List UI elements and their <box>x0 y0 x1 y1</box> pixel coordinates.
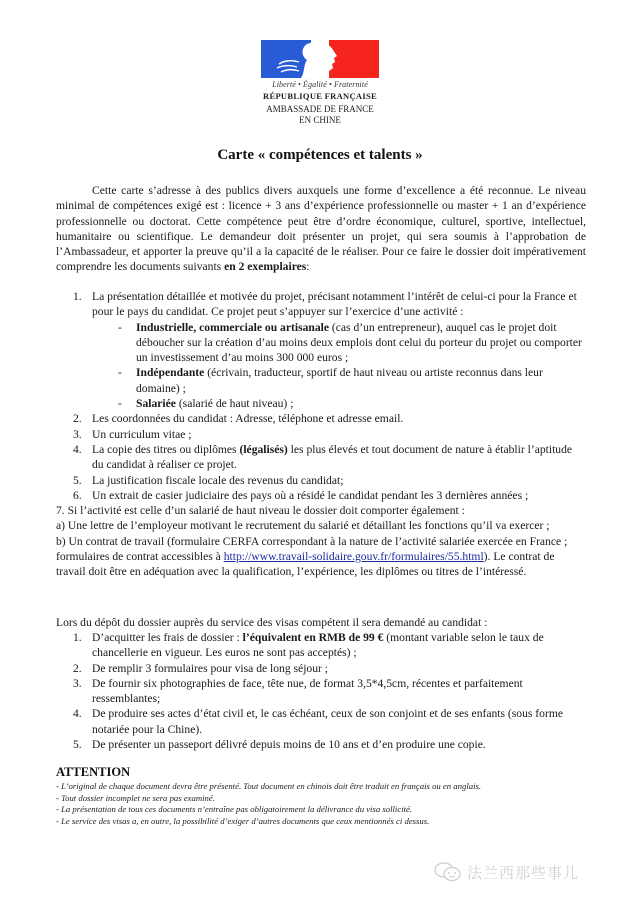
list-number: 6. <box>73 488 82 502</box>
watermark-text: 法兰西那些事儿 <box>467 863 580 882</box>
list-item-7b <box>56 534 586 580</box>
list-item-1 <box>56 289 586 320</box>
list-number: 2. <box>73 661 82 675</box>
dash-bullet: - <box>118 366 122 380</box>
dash-bullet: - <box>118 397 122 411</box>
list-item-text: De remplir 3 formulaires pour visa de long séjour ; <box>92 661 329 675</box>
attention-note: - L’original de chaque document devra être présenté. Tout document en chinois doit être traduit en français ou en anglais. <box>56 781 482 791</box>
marianne-profile-icon <box>261 40 379 78</box>
travail-solidaire-link[interactable]: http://www.travail-solidaire.gouv.fr/formulaires/55.html <box>223 550 484 564</box>
deposit-item-1 <box>56 630 586 661</box>
attention-note: - Le service des visas a, en outre, la possibilité d’exiger d’autres documents que ceux mentionnés ci dessus. <box>56 816 430 827</box>
list-item-4 <box>56 442 586 473</box>
deposit-item-3 <box>56 676 586 707</box>
deposit-requirements-list <box>56 630 586 752</box>
marianne-logo <box>261 40 379 78</box>
list-item-3 <box>56 427 586 442</box>
list-number: 5. <box>73 473 82 487</box>
deposit-item-4 <box>56 706 586 737</box>
republic-motto: Liberté • Égalité • Fraternité <box>272 80 368 89</box>
list-number: 5. <box>73 738 82 752</box>
sub-item-bold: Indépendante <box>136 366 205 380</box>
list-item-text: b) Un contrat de travail (formulaire CERFA correspondant à la nature de l’activité salariée exercée en France ; formulaires de contrat accessibles à <box>56 534 568 564</box>
list-item-6 <box>56 488 586 503</box>
list-item-text: De produire ses actes d’état civil et, le cas échéant, ceux de son conjoint et de ses enfants (sous forme notariée pour la Chine). <box>92 707 563 736</box>
wechat-icon <box>433 861 463 883</box>
sub-item-industrielle <box>56 320 586 366</box>
sub-item-text: (salarié de haut niveau) ; <box>175 397 294 411</box>
list-number: 4. <box>73 707 82 721</box>
deposit-item-2 <box>56 661 586 676</box>
deposit-item-5 <box>56 737 586 752</box>
list-item-text: La justification fiscale locale des revenus du candidat; <box>92 473 344 487</box>
attention-note: - La présentation de tous ces documents n’entraîne pas obligatoirement la délivrance du visa sollicité. <box>56 804 413 815</box>
embassy-line-2: EN CHINE <box>299 115 341 125</box>
fee-amount: l’équivalent en RMB de 99 € <box>242 631 384 644</box>
sub-item-independante <box>56 365 586 396</box>
intro-bold-copies: en 2 exemplaires <box>224 260 307 274</box>
sub-item-bold: Salariée <box>136 397 176 411</box>
list-item-text: Un extrait de casier judiciaire des pays où a résidé le candidat pendant les 3 dernières années ; <box>92 488 529 502</box>
page-title: Carte « compétences et talents » <box>217 147 423 163</box>
list-number: 3. <box>73 676 82 690</box>
list-item-text: La présentation détaillée et motivée du projet, précisant notamment l’intérêt de celui-ci pour la France et pour le pays du candidat. Ce projet peut s’appuyer sur l’exercice d’une activité : <box>92 290 577 319</box>
list-number: 3. <box>73 427 82 441</box>
sub-item-text: (cas d’un entrepreneur), auquel cas le projet doit déboucher sur la création d’au moins deux emplois dont celui du porteur du projet ou comporter un investissement d’au moins 300 000 euros ; <box>136 320 582 365</box>
intro-paragraph <box>56 183 586 275</box>
list-item-text: La copie des titres ou diplômes <box>92 442 240 456</box>
embassy-line-1: AMBASSADE DE FRANCE <box>266 104 374 114</box>
list-number: 1. <box>73 631 82 644</box>
attention-heading: ATTENTION <box>56 765 131 779</box>
list-item-text-after: (montant variable selon le taux de chancellerie en vigueur. Les euros ne sont pas acceptés) ; <box>92 631 544 660</box>
list-number: 2. <box>73 412 82 426</box>
embassy-name <box>220 104 420 126</box>
sub-item-bold: Industrielle, commerciale ou artisanale <box>136 320 329 334</box>
list-item-bold: (légalisés) <box>239 442 288 456</box>
list-item-7a: a) Une lettre de l’employeur motivant le recrutement du salarié et détaillant les fonctions qu’il va exercer ; <box>56 519 550 533</box>
intro-text: Cette carte s’adresse à des publics divers auxquels une forme d’excellence a été reconnue. Le niveau minimal de compétences exigé est : licence + 3 ans d’expérience professionnelle ou master + 1 an d’expérience professionnelle ou doctorat. Cette compétence peut être d’ordre économique, culturel, sportive, intellectuel, humanitaire ou scientifique. Le demandeur doit présenter un projet, qui sera soumis à l’approbation de l’Ambassadeur, et apporter la preuve qu’il a la capacité de le réaliser. Pour ce faire le dossier doit impérativement comprendre les documents suivants <box>56 184 586 274</box>
attention-note: - Tout dossier incomplet ne sera pas examiné. <box>56 792 215 803</box>
list-item-text: De fournir six photographies de face, tête nue, de format 3,5*4,5cm, récentes et parfaitement ressemblantes; <box>92 676 523 706</box>
dash-bullet: - <box>118 320 122 334</box>
republic-name: RÉPUBLIQUE FRANÇAISE <box>263 91 377 101</box>
list-number: 1. <box>73 290 82 303</box>
list-number: 4. <box>73 442 82 456</box>
sub-item-salariee <box>56 396 586 411</box>
list-item-2 <box>56 411 586 426</box>
sub-item-text: (écrivain, traducteur, sportif de haut niveau ou artiste reconnus dans leur domaine) ; <box>136 366 543 395</box>
list-item-text: Les coordonnées du candidat : Adresse, téléphone et adresse email. <box>92 412 404 426</box>
required-documents-list <box>56 289 586 580</box>
list-item-7: 7. Si l’activité est celle d’un salarié de haut niveau le dossier doit comporter également : <box>56 504 465 518</box>
wechat-watermark <box>433 860 579 884</box>
list-item-text-after: les plus élevés et tout document de nature à établir l’aptitude du candidat à réaliser ce projet. <box>92 442 573 472</box>
list-item-text: Un curriculum vitae ; <box>92 427 192 441</box>
list-item-text-after: ). Le contrat de travail doit être en adéquation avec la qualification, l’expérience, les diplômes ou titres de l’intéressé. <box>56 550 555 579</box>
intro-end: : <box>306 260 310 274</box>
list-item-5 <box>56 473 586 488</box>
list-item-text: D’acquitter les frais de dossier : <box>92 631 243 644</box>
deposit-intro: Lors du dépôt du dossier auprès du service des visas compétent il sera demandé au candidat : <box>56 616 488 629</box>
list-item-text: De présenter un passeport délivré depuis moins de 10 ans et d’en produire une copie. <box>92 738 486 752</box>
attention-notes <box>56 781 616 828</box>
